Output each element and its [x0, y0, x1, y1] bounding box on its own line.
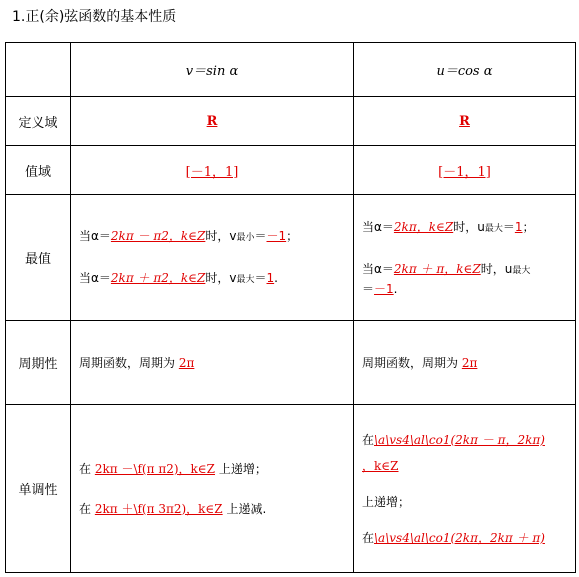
cos-increase-line-cont: ，k∈Z — [362, 458, 399, 473]
header-cos: u＝cos α — [354, 43, 576, 97]
mono-cos — [354, 405, 576, 573]
extreme-sin — [71, 195, 354, 321]
header-sin: v＝sin α — [71, 43, 354, 97]
range-sin: [－1，1] — [71, 146, 354, 195]
domain-cos: R — [354, 97, 576, 146]
row-period — [6, 321, 576, 405]
cos-min-line-cont: ＝－1. — [362, 281, 398, 296]
row-label-period: 周期性 — [6, 321, 71, 405]
period-cos: 周期函数，周期为 2π — [354, 321, 576, 405]
sin-max-line: 当α＝2kπ ＋ π2，k∈Z时，v最大＝1. — [79, 270, 278, 285]
row-domain — [6, 97, 576, 146]
sin-increase-line: 在 2kπ －\f(π π2)，k∈Z 上递增； — [79, 461, 267, 476]
cos-increase-post: 上递增； — [362, 494, 411, 509]
properties-table — [5, 42, 576, 573]
range-cos: [－1，1] — [354, 146, 576, 195]
sin-decrease-line: 在 2kπ ＋\f(π 3π2)，k∈Z 上递减. — [79, 501, 267, 516]
domain-sin: R — [71, 97, 354, 146]
period-sin: 周期函数，周期为 2π — [71, 321, 354, 405]
cos-min-line: 当α＝2kπ ＋ π，k∈Z时，u最大 — [362, 261, 531, 276]
table-header-row — [6, 43, 576, 97]
cos-decrease-line: 在\a\vs4\al\co1(2kπ，2kπ ＋ π) — [362, 530, 545, 545]
cos-increase-line: 在\a\vs4\al\co1(2kπ － π，2kπ) — [362, 432, 545, 447]
sin-min-line: 当α＝2kπ － π2，k∈Z时，v最小＝－1； — [79, 228, 299, 243]
row-label-extreme: 最值 — [6, 195, 71, 321]
row-extreme — [6, 195, 576, 321]
row-label-domain: 定义域 — [6, 97, 71, 146]
row-range — [6, 146, 576, 195]
mono-sin — [71, 405, 354, 573]
row-label-monotonicity: 单调性 — [6, 405, 71, 573]
cos-max-line: 当α＝2kπ，k∈Z时，u最大＝1； — [362, 219, 535, 234]
header-empty-cell — [6, 43, 71, 97]
row-monotonicity — [6, 405, 576, 573]
extreme-cos — [354, 195, 576, 321]
row-label-range: 值域 — [6, 146, 71, 195]
section-heading: 1.正(余)弦函数的基本性质 — [12, 9, 177, 25]
